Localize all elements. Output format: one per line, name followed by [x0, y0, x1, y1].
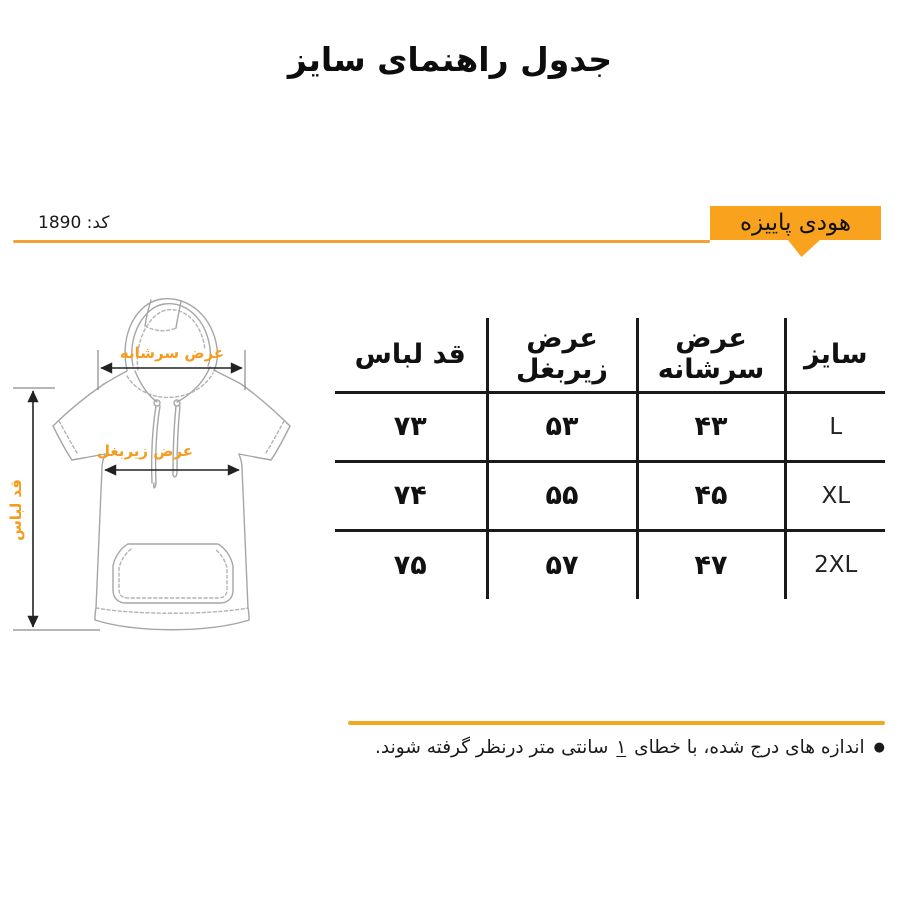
length-value: ۷۵ — [335, 530, 487, 599]
shoulder-width-annotation — [98, 344, 245, 390]
table-row — [335, 392, 885, 461]
column-header-shoulder-width: عرض سرشانه — [637, 318, 785, 392]
size-table — [335, 318, 885, 599]
header-rule — [13, 240, 710, 243]
column-header-underarm-width: عرض زیربغل — [487, 318, 637, 392]
size-value: 2XL — [785, 530, 885, 599]
footnote-text-before: اندازه های درج شده، با خطای — [628, 737, 865, 758]
table-row — [335, 461, 885, 530]
underarm-width-annotation — [97, 442, 239, 470]
underarm-value: ۵۷ — [487, 530, 637, 599]
badge-tail — [788, 240, 820, 257]
product-name-badge — [710, 206, 881, 240]
page-title: جدول راهنمای سایز — [287, 40, 613, 79]
size-value: L — [785, 392, 885, 461]
footnote — [325, 737, 885, 758]
size-value: XL — [785, 461, 885, 530]
garment-length-label: قد لباس — [7, 479, 25, 541]
footnote-rule — [348, 721, 885, 725]
product-code: کد: 1890 — [38, 213, 110, 233]
footnote-text-after: سانتی متر درنظر گرفته شوند. — [375, 737, 615, 758]
column-header-size: سایز — [785, 318, 885, 392]
garment-length-annotation — [7, 388, 100, 630]
shoulder-value: ۴۵ — [637, 461, 785, 530]
shoulder-width-label: عرض سرشانه — [119, 344, 225, 362]
table-row — [335, 530, 885, 599]
product-name: هودی پاییزه — [739, 210, 852, 236]
underarm-value: ۵۳ — [487, 392, 637, 461]
footnote-tolerance: ۱ — [616, 737, 627, 758]
shoulder-value: ۴۳ — [637, 392, 785, 461]
shoulder-value: ۴۷ — [637, 530, 785, 599]
column-header-garment-length: قد لباس — [335, 318, 487, 392]
underarm-value: ۵۵ — [487, 461, 637, 530]
bullet-icon: ● — [873, 740, 885, 755]
length-value: ۷۴ — [335, 461, 487, 530]
underarm-width-label: عرض زیربغل — [96, 442, 194, 460]
length-value: ۷۳ — [335, 392, 487, 461]
table-header-row — [335, 318, 885, 392]
hoodie-measurement-diagram — [5, 290, 305, 650]
